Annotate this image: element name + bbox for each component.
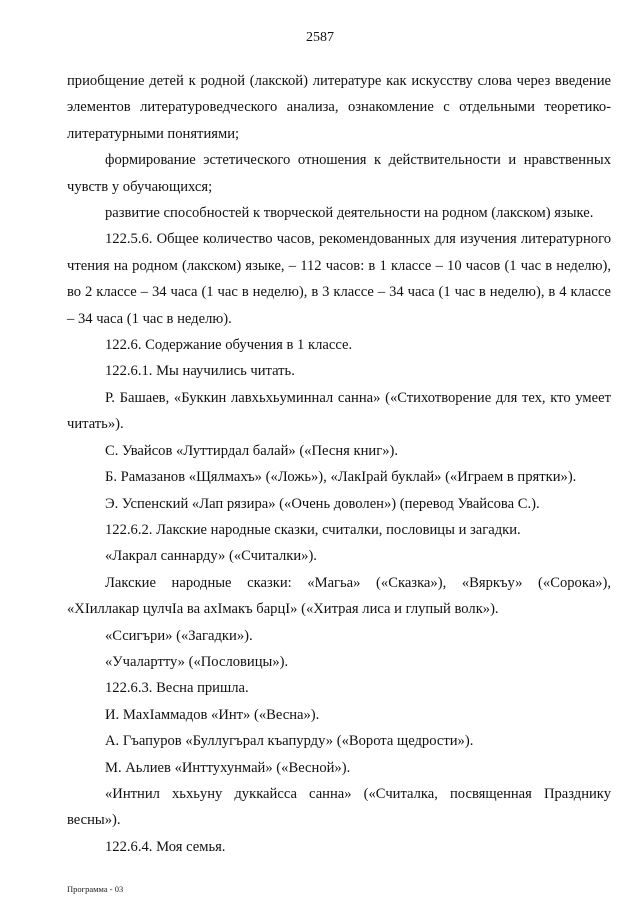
page-number: 2587 <box>306 30 334 45</box>
list-item: И. МахIаммадов «Инт» («Весна»). <box>105 706 320 723</box>
paragraph-goal-creative: развитие способностей к творческой деятельности на родном (лакском) языке. <box>105 205 594 222</box>
subsection-heading-folk: 122.6.2. Лакские народные сказки, считалки, пословицы и загадки. <box>105 521 521 538</box>
list-item: «Интнил хьхьуну дуккайсса санна» («Считалка, посвященная Празднику весны»). <box>67 785 611 829</box>
list-item: С. Увайсов «Луттирдал балай» («Песня книг»). <box>105 442 399 459</box>
list-item: Б. Рамазанов «Щялмахъ» («Ложь»), «ЛакIрай буклай» («Играем в прятки»). <box>105 469 577 486</box>
subsection-heading-family: 122.6.4. Моя семья. <box>105 838 226 855</box>
subsection-heading-spring: 122.6.3. Весна пришла. <box>105 680 249 697</box>
section-heading-grade-1: 122.6. Содержание обучения в 1 классе. <box>105 337 353 354</box>
list-item: «Учалартту» («Пословицы»). <box>105 653 289 670</box>
list-item: М. Аьлиев «Инттухунмай» («Весной»). <box>105 759 351 776</box>
list-item: «Лакрал саннарду» («Считалки»). <box>105 548 317 565</box>
list-item: «Ссигъри» («Загадки»). <box>105 627 253 644</box>
subsection-heading-reading: 122.6.1. Мы научились читать. <box>105 363 295 380</box>
document-body <box>67 68 611 860</box>
paragraph-hours: 122.5.6. Общее количество часов, рекомендованных для изучения литературного чтения на родном (лакском) языке, – 112 часов: в 1 классе – 10 часов (1 час в неделю), во 2 классе – 34 часа (1 час в неделю), в 3 классе – 34 часа (1 час в неделю), в 4 классе – 34 часа (1 час в неделю). <box>67 231 611 327</box>
list-item: Э. Успенский «Лап рязира» («Очень доволен») (перевод Увайсова С.). <box>105 495 540 512</box>
list-item: Лакские народные сказки: «Магьа» («Сказка»), «Вяркъу» («Сорока»), «ХIиллакар цулчIа ва ахIмакъ барцI» («Хитрая лиса и глупый волк»). <box>67 574 611 618</box>
paragraph-goal-literature: приобщение детей к родной (лакской) литературе как искусству слова через введение элементов литературоведческого анализа, ознакомление с отдельными теоретико-литературными понятиями; <box>67 73 611 142</box>
page-footer: Программа - 03 <box>67 884 124 894</box>
paragraph-goal-aesthetic: формирование эстетического отношения к действительности и нравственных чувств у обучающихся; <box>67 152 611 195</box>
list-item: Р. Башаев, «Буккин лавхьхьуминнал санна» («Стихотворение для тех, кто умеет читать»). <box>67 389 611 433</box>
list-item: А. Гъапуров «Буллугърал къапурду» («Ворота щедрости»). <box>105 733 474 750</box>
